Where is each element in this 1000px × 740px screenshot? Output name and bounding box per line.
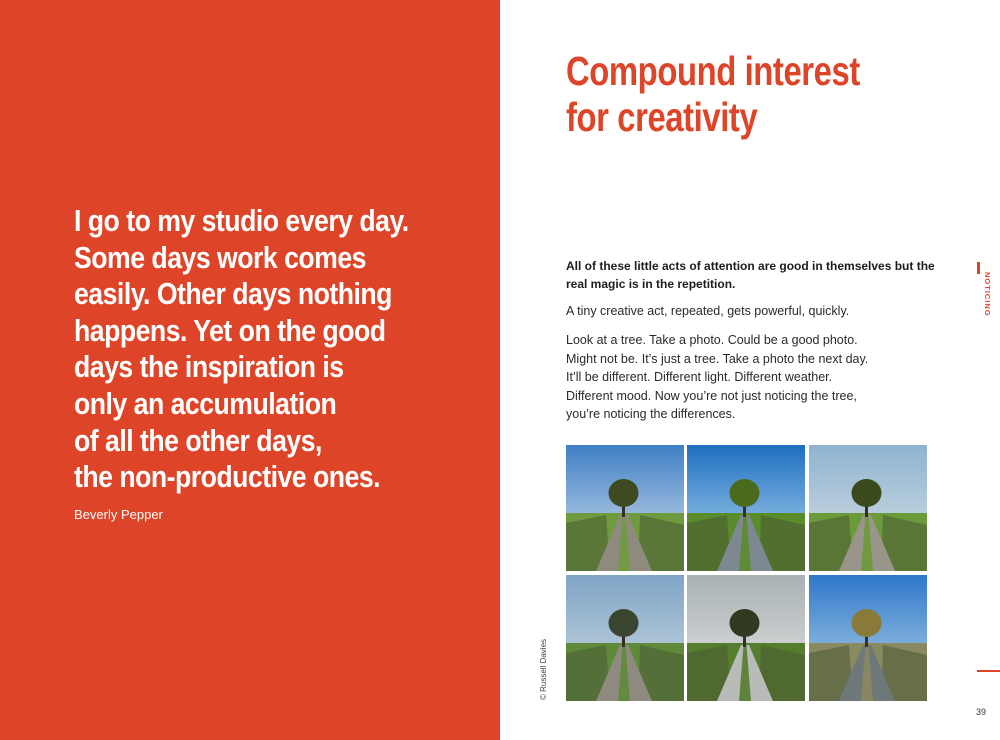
title-line: Compound interest: [566, 48, 860, 94]
body-line: Might not be. It’s just a tree. Take a photo the next day.: [566, 351, 869, 366]
quote-line: of all the other days,: [74, 422, 322, 458]
body-line: It’ll be different. Different light. Different weather.: [566, 370, 833, 384]
side-tab-label: NOTICING: [983, 272, 992, 317]
quote-line: days the inspiration is: [74, 349, 344, 385]
body-line: Look at a tree. Take a photo. Could be a good photo.: [566, 333, 858, 347]
pull-quote: [74, 203, 418, 496]
quote-attribution: Beverly Pepper: [74, 507, 163, 522]
tree-photo: [687, 575, 805, 701]
page-number: 39: [976, 707, 987, 717]
page-number-rule: [977, 670, 1000, 672]
landscape-photo-graphic: [566, 445, 684, 571]
photo-credit: © Russell Davies: [539, 638, 548, 700]
landscape-photo-graphic: [809, 575, 927, 701]
landscape-photo-graphic: [809, 445, 927, 571]
tree-photo: [566, 445, 684, 571]
quote-line: Some days work comes: [74, 239, 366, 275]
quote-line: the non-productive ones.: [74, 459, 381, 495]
tree-photo: [809, 575, 927, 701]
body-line: you’re noticing the differences.: [566, 407, 736, 421]
quote-line: only an accumulation: [74, 385, 337, 421]
quote-line: happens. Yet on the good: [74, 312, 386, 348]
body-paragraph-2: [566, 331, 936, 424]
title-line: for creativity: [566, 94, 758, 140]
side-tab-marker: [977, 262, 980, 274]
quote-line: easily. Other days nothing: [74, 276, 392, 312]
body-paragraph-1: A tiny creative act, repeated, gets powerful, quickly.: [566, 304, 850, 318]
section-side-tab: [977, 262, 999, 332]
tree-photo: [566, 575, 684, 701]
lead-paragraph: All of these little acts of attention are good in themselves but the real magic is in the repetition.: [566, 259, 935, 291]
page-title: [566, 48, 860, 140]
photo-grid: [566, 445, 927, 701]
landscape-photo-graphic: [687, 575, 805, 701]
landscape-photo-graphic: [687, 445, 805, 571]
tree-photo: [687, 445, 805, 571]
landscape-photo-graphic: [566, 575, 684, 701]
quote-line: I go to my studio every day.: [74, 203, 409, 238]
body-line: Different mood. Now you’re not just noticing the tree,: [566, 388, 857, 403]
tree-photo: [809, 445, 927, 571]
